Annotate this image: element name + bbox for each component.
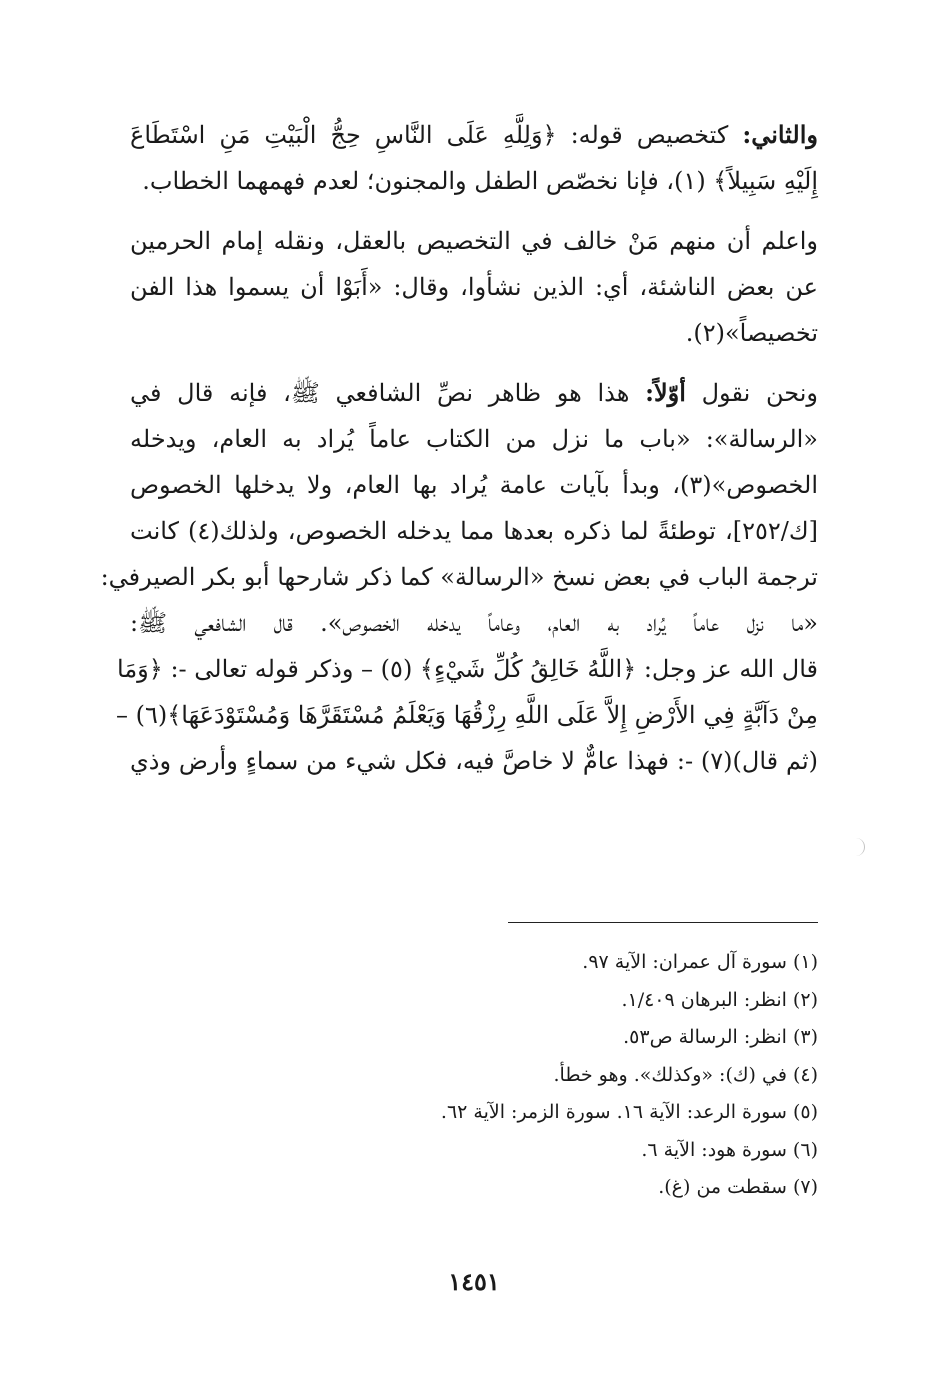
bold-lead: أوّلاً: [645,378,686,407]
paragraph-2 [130,218,818,356]
text-line: «ما نزل عاماً يُراد به العام، وعاماً يدخله الخصوص». قال الشافعي ﷺ: [130,609,818,637]
line-text: ونحن نقول [685,379,818,407]
footnote-divider [508,922,818,923]
line-text: هذا هو ظاهر نصِّ الشافعي ﷺ، فإنه قال في [130,379,646,407]
footnote-item: (٦) سورة هود: الآية ٦. [641,1138,818,1161]
bold-lead: والثاني: [742,120,818,149]
text-line: ترجمة الباب في بعض نسخ «الرسالة» كما ذكر شارحها أبو بكر الصيرفي: [100,563,818,591]
footnote-item: (٧) سقطت من (غ). [658,1176,818,1198]
text-line: مِنْ دَآبَّةٍ فِي الأَرْضِ إِلاَّ عَلَى اللَّهِ رِزْقُهَا وَيَعْلَمُ مُسْتَقَرَّهَا وَمُسْتَوْدَعَهَا﴾(٦) – [115,701,818,729]
text-line [130,370,818,416]
text-line: [ك/٢٥٢]، توطئةً لما ذكره بعدها مما يدخله الخصوص، ولذلك(٤) كانت [130,517,818,545]
text-line: (ثم قال)(٧) -: فهذا عامٌّ لا خاصَّ فيه، فكل شيء من سماءٍ وأرض وذي [130,747,818,775]
paragraph-1 [130,112,818,204]
page-number: ١٤٥١ [448,1267,500,1296]
footnote-item: (١) سورة آل عمران: الآية ٩٧. [582,951,818,973]
line-text: كتخصيص قوله: ﴿وَلِلَّهِ عَلَى النَّاسِ حِجُّ الْبَيْتِ مَنِ اسْتَطَاعَ [130,121,743,149]
footnote-item: (٥) سورة الرعد: الآية ١٦. سورة الزمر: الآية ٦٢. [440,1101,818,1123]
margin-bracket-mark [850,838,865,856]
text-line: تخصيصاً»(٢). [685,319,818,347]
text-line: واعلم أن منهم مَنْ خالف في التخصيص بالعقل، ونقله إمام الحرمين [130,227,818,255]
footnote-item: (٣) انظر: الرسالة ص٥٣. [623,1026,818,1048]
book-page [100,112,818,1296]
text-line: إِلَيْهِ سَبِيلاً﴾ (١)، فإنا نخصّص الطفل والمجنون؛ لعدم فهمهما الخطاب. [142,167,818,195]
text-line: «الرسالة»: «باب ما نزل من الكتاب عاماً يُراد به العام، ويدخله [130,425,818,453]
footnote-item: (٤) في (ك): «وكذلك». وهو خطأ. [553,1063,818,1086]
text-line [130,112,818,158]
paragraph-3 [100,370,818,784]
footnote-item: (٢) انظر: البرهان ١/٤٠٩. [621,988,818,1011]
text-line: قال الله عز وجل: ﴿اللَّهُ خَالِقُ كُلِّ شَيْءٍ﴾ (٥) – وذكر قوله تعالى -: ﴿وَمَا [117,655,818,683]
text-line: عن بعض الناشئة، أي: الذين نشأوا، وقال: «أَبَوْا أن يسموا هذا الفن [130,273,818,301]
footnotes-list [130,944,818,1207]
text-line: الخصوص»(٣)، وبدأ بآيات عامة يُراد بها العام، ولا يدخلها الخصوص [130,471,818,499]
